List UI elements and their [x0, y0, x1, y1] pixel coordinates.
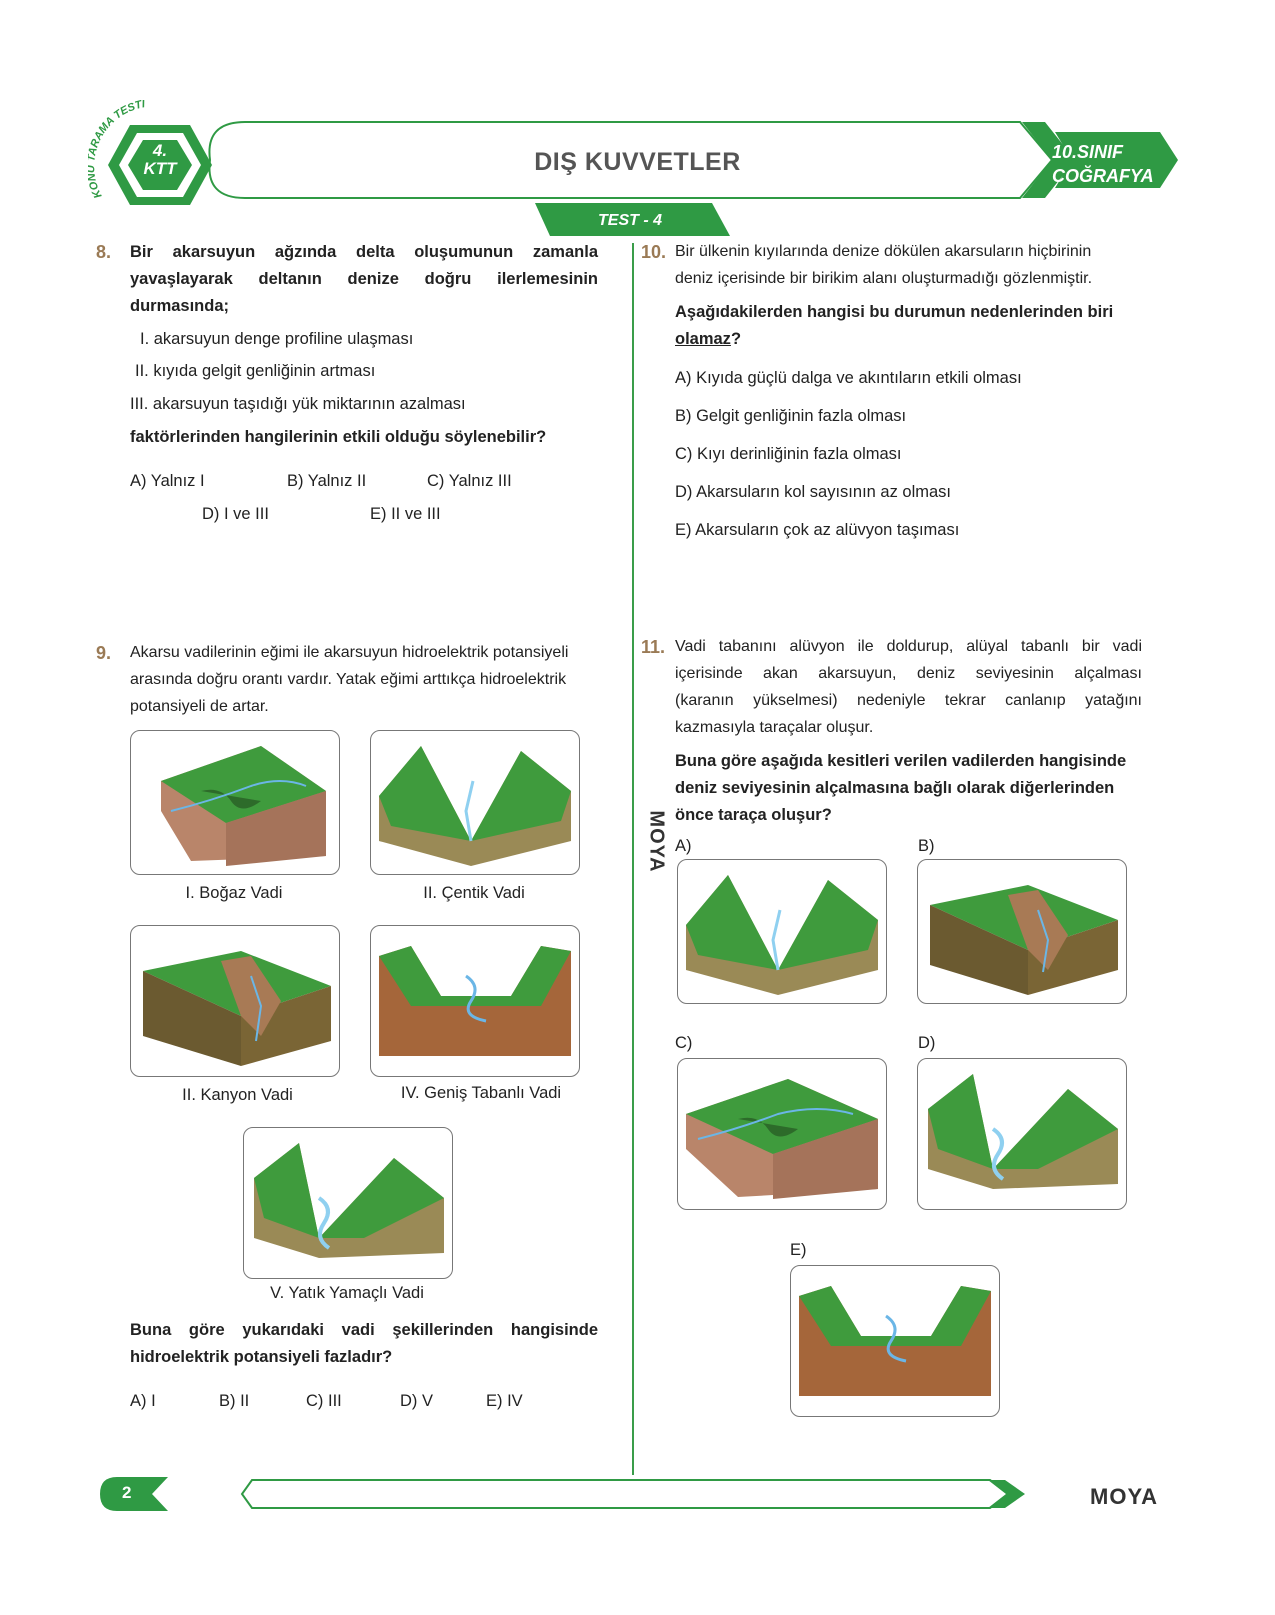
grade-subject-box: [1052, 140, 1172, 188]
q11-option-b-label[interactable]: B): [918, 837, 935, 855]
q10-stem-line-2: deniz içerisinde bir birikim alanı oluşturmadığı gözlenmiştir.: [675, 270, 1093, 287]
badge-top: 4.: [152, 141, 168, 160]
q8-stem-line-1: Bir akarsuyun ağzında delta oluşumunun zamanla: [130, 243, 598, 261]
q9-question-line-1: Buna göre yukarıdaki vadi şekillerinden hangisinde: [130, 1321, 598, 1339]
q9-caption-2: II. Çentik Vadi: [423, 884, 525, 902]
q9-image-v-valley: [370, 730, 580, 875]
q8-question: faktörlerinden hangilerinin etkili olduğu söylenebilir?: [130, 428, 547, 446]
q11-option-a-image[interactable]: [677, 859, 887, 1004]
q11-stem-line-4: kazmasıyla taraçalar oluşur.: [675, 719, 874, 736]
footer-brand-logo: MOYA: [1090, 1484, 1158, 1509]
q9-option-e[interactable]: E) IV: [486, 1392, 523, 1410]
q8-stem-line-2: yavaşlayarak deltanın denize doğru ilerlemesinin: [130, 270, 598, 288]
q9-image-canyon-valley: [130, 925, 340, 1077]
q10-question-line-1: Aşağıdakilerden hangisi bu durumun nedenlerinden biri: [675, 303, 1114, 321]
page-number: 2: [122, 1483, 132, 1502]
q9-number: 9.: [96, 643, 112, 663]
q9-caption-4: IV. Geniş Tabanlı Vadi: [400, 1084, 562, 1102]
q10-option-a[interactable]: A) Kıyıda güçlü dalga ve akıntıların etkili olması: [675, 369, 1022, 387]
q9-caption-5: V. Yatık Yamaçlı Vadi: [270, 1284, 424, 1302]
q9-image-sloped-valley: [243, 1127, 453, 1279]
page-title: DIŞ KUVVETLER: [534, 148, 741, 176]
q11-stem-line-1: Vadi tabanını alüvyon ile doldurup, alüyal tabanlı bir vadi: [675, 638, 1142, 655]
q8-item-2: II. kıyıda gelgit genliğinin artması: [135, 362, 376, 380]
q9-intro-line-2: arasında doğru orantı vardır. Yatak eğimi arttıkça hidroelektrik: [130, 671, 567, 688]
q8-option-b[interactable]: B) Yalnız II: [287, 472, 367, 490]
q9-option-d[interactable]: D) V: [400, 1392, 433, 1410]
q9-question-line-2: hidroelektrik potansiyeli fazladır?: [130, 1348, 393, 1366]
q9-caption-1: I. Boğaz Vadi: [185, 884, 283, 902]
page-number-tab: [100, 1477, 168, 1511]
side-brand: MOYA: [645, 810, 668, 873]
q8-option-d[interactable]: D) I ve III: [202, 505, 269, 523]
q8-number: 8.: [96, 242, 112, 262]
q11-question-line-2: deniz seviyesinin alçalmasına bağlı olarak diğerlerinden: [675, 779, 1115, 797]
q10-option-b[interactable]: B) Gelgit genliğinin fazla olması: [675, 407, 907, 425]
q11-stem-line-3: (karanın yükselmesi) nedeniyle tekrar canlanıp yatağını: [675, 692, 1142, 709]
q9-option-a[interactable]: A) I: [130, 1392, 156, 1410]
q11-number: 11.: [641, 637, 666, 657]
q11-option-a-label[interactable]: A): [675, 837, 692, 855]
q10-negation: olamaz: [675, 330, 731, 348]
subject-label: COĞRAFYA: [1052, 166, 1154, 186]
grade-label: 10.SINIF: [1052, 142, 1124, 162]
q11-option-b-image[interactable]: [917, 859, 1127, 1004]
q11-option-c-image[interactable]: [677, 1058, 887, 1210]
q10-number: 10.: [641, 242, 667, 262]
q11-option-c-label[interactable]: C): [675, 1034, 693, 1052]
q9-option-b[interactable]: B) II: [219, 1392, 250, 1410]
q8-stem-line-3: durmasında;: [130, 297, 230, 315]
q11-option-d-label[interactable]: D): [918, 1034, 936, 1052]
q11-stem-line-2: içerisinde akan akarsuyun, deniz seviyesinin alçalması: [675, 665, 1142, 682]
q8-option-e[interactable]: E) II ve III: [370, 505, 441, 523]
q11-option-d-image[interactable]: [917, 1058, 1127, 1210]
q11-question-line-3: önce taraça oluşur?: [675, 806, 832, 824]
q8-option-a[interactable]: A) Yalnız I: [130, 472, 205, 490]
q10-option-c[interactable]: C) Kıyı derinliğinin fazla olması: [675, 445, 902, 463]
q11-question-line-1: Buna göre aşağıda kesitleri verilen vadilerden hangisinde: [675, 752, 1127, 770]
test-label: TEST - 4: [598, 212, 663, 229]
footer-bar: [240, 1478, 1025, 1510]
q10-option-d[interactable]: D) Akarsuların kol sayısının az olması: [675, 483, 952, 501]
q9-intro-line-3: potansiyeli de artar.: [130, 698, 269, 715]
q10-question-line-2: [675, 325, 741, 353]
q9-intro-line-1: Akarsu vadilerinin eğimi ile akarsuyun hidroelektrik potansiyeli: [130, 644, 569, 661]
q10-stem-line-1: Bir ülkenin kıyılarında denize dökülen akarsuların hiçbirinin: [675, 243, 1092, 260]
q9-option-c[interactable]: C) III: [306, 1392, 342, 1410]
q8-option-c[interactable]: C) Yalnız III: [427, 472, 512, 490]
q9-image-wide-valley: [370, 925, 580, 1077]
q8-item-3: III. akarsuyun taşıdığı yük miktarının azalması: [130, 395, 466, 413]
series-arc-label: KO RAMA TESTİ: [88, 100, 146, 200]
q11-option-e-image[interactable]: [790, 1265, 1000, 1417]
column-divider: [632, 243, 634, 1475]
q9-caption-3: II. Kanyon Vadi: [182, 1086, 293, 1104]
q8-item-1: I. akarsuyun denge profiline ulaşması: [140, 330, 414, 348]
q10-question-mark: ?: [730, 330, 742, 348]
q11-option-e-label[interactable]: E): [790, 1241, 807, 1259]
q9-image-gorge-valley: [130, 730, 340, 875]
badge-bottom: KTT: [143, 159, 177, 178]
q10-option-e[interactable]: E) Akarsuların çok az alüvyon taşıması: [675, 521, 960, 539]
